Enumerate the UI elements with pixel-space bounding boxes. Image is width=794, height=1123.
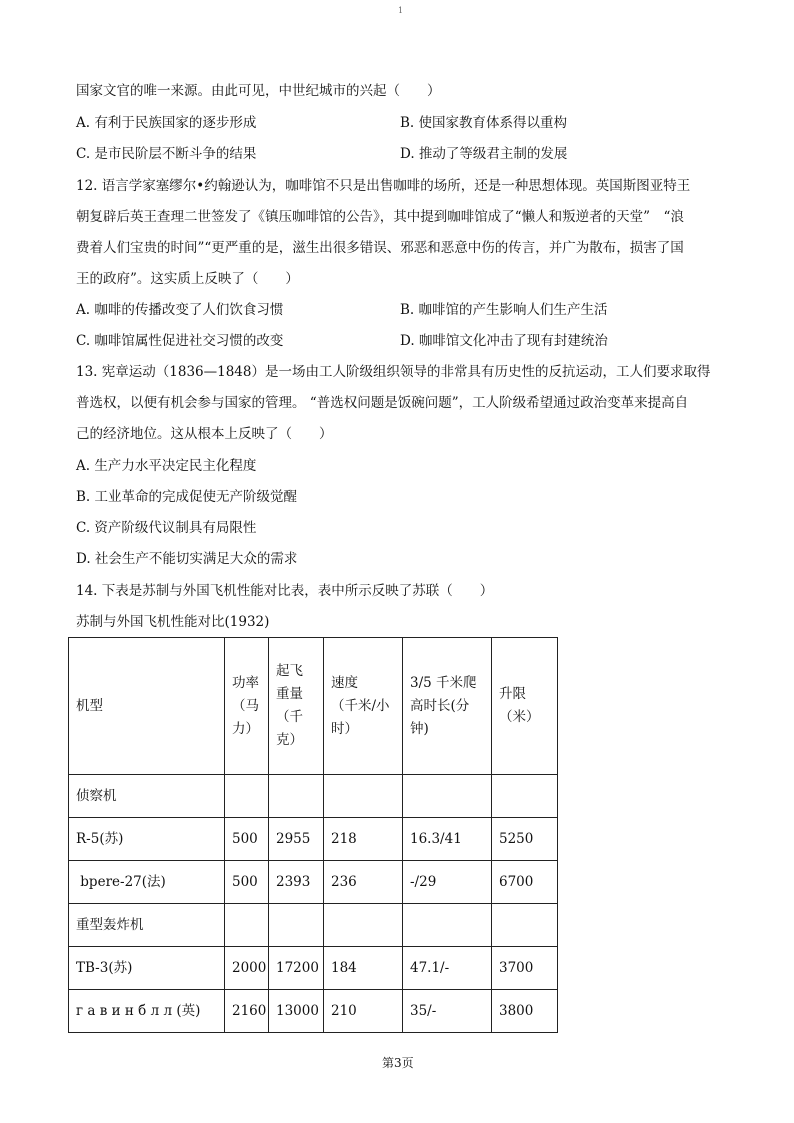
q13-option-c: C. 资产阶级代议制具有局限性 — [76, 520, 257, 536]
table-cell: 500 — [225, 818, 269, 861]
table-cell — [324, 775, 403, 818]
table-cell: г а в и н б л л (英) — [69, 990, 225, 1033]
header-cell-takeoff-weight: 起飞 重量 （千 克） — [269, 638, 324, 775]
q12-stem-line: 朝复辟后英王查理二世签发了《镇压咖啡馆的公告》，其中提到咖啡馆成了“懒人和叛逆者的天堂” “浪 — [76, 209, 684, 225]
table-cell: 47.1/- — [403, 947, 492, 990]
table-cell — [269, 775, 324, 818]
header-cell-speed: 速度 （千米/小 时） — [324, 638, 403, 775]
q11-option-a: A. 有利于民族国家的逐步形成 — [76, 115, 257, 131]
table-row-category — [69, 904, 558, 947]
q12-stem-line: 王的政府”。这实质上反映了（ ） — [76, 271, 299, 287]
page-number: 第3页 — [382, 1056, 414, 1070]
table-cell — [403, 775, 492, 818]
table-row — [69, 818, 558, 861]
table-row-category — [69, 775, 558, 818]
table-cell — [225, 775, 269, 818]
q12-option-b: B. 咖啡馆的产生影响人们生产生活 — [400, 302, 608, 318]
q13-stem-line: 普选权，以便有机会参与国家的管理。 “普选权问题是饭碗问题”，工人阶级希望通过政治变革来提高自 — [76, 395, 689, 411]
q11-option-c: C. 是市民阶层不断斗争的结果 — [76, 146, 257, 162]
q11-option-b: B. 使国家教育体系得以重构 — [400, 115, 568, 131]
table-cell — [324, 904, 403, 947]
q13-option-b: B. 工业革命的完成促使无产阶级觉醒 — [76, 489, 298, 505]
q12-option-c: C. 咖啡馆属性促进社交习惯的改变 — [76, 333, 284, 349]
q14-stem: 14. 下表是苏制与外国飞机性能对比表，表中所示反映了苏联（ ） — [76, 583, 494, 599]
table-cell: 35/- — [403, 990, 492, 1033]
q12-option-d: D. 咖啡馆文化冲击了现有封建统治 — [400, 333, 608, 349]
table-cell — [225, 904, 269, 947]
table-header-row — [69, 638, 558, 775]
page-top-mark: 1 — [398, 6, 404, 15]
q13-option-a: A. 生产力水平决定民主化程度 — [76, 458, 257, 474]
table-cell — [269, 904, 324, 947]
table-cell: bpere-27(法) — [69, 861, 225, 904]
table-cell: 2000 — [225, 947, 269, 990]
header-cell-climb-time: 3/5 千米爬 高时长(分 钟) — [403, 638, 492, 775]
q12-option-a: A. 咖啡的传播改变了人们饮食习惯 — [76, 302, 284, 318]
table-cell: 500 — [225, 861, 269, 904]
header-cell-model: 机型 — [69, 638, 225, 775]
table-cell: 重型轰炸机 — [69, 904, 225, 947]
table-cell: 210 — [324, 990, 403, 1033]
table-cell — [492, 904, 558, 947]
header-cell-power: 功率 （马 力） — [225, 638, 269, 775]
q12-stem-line: 费着人们宝贵的时间”“更严重的是，滋生出很多错误、邪恶和恶意中伤的传言，并广为散布，损害了国 — [76, 240, 684, 256]
q11-stem-tail: 国家文官的唯一来源。由此可见，中世纪城市的兴起（ ） — [76, 83, 441, 99]
q13-stem-line: 13. 宪章运动（1836—1848）是一场由工人阶级组织领导的非常具有历史性的反抗运动，工人们要求取得 — [76, 364, 711, 380]
table-cell: 3800 — [492, 990, 558, 1033]
table-cell: 218 — [324, 818, 403, 861]
table-cell: 2393 — [269, 861, 324, 904]
q12-stem-line: 12. 语言学家塞缪尔•约翰逊认为，咖啡馆不只是出售咖啡的场所，还是一种思想体现。英国斯图亚特王 — [76, 178, 691, 194]
table-cell — [492, 775, 558, 818]
table-row — [69, 947, 558, 990]
q13-stem-line: 己的经济地位。这从根本上反映了（ ） — [76, 426, 333, 442]
table-cell: 17200 — [269, 947, 324, 990]
table-row — [69, 861, 558, 904]
table-cell: 2160 — [225, 990, 269, 1033]
q11-option-d: D. 推动了等级君主制的发展 — [400, 146, 568, 162]
aircraft-performance-table — [68, 637, 558, 1033]
q14-table-caption: 苏制与外国飞机性能对比(1932) — [76, 614, 270, 630]
table-cell: 2955 — [269, 818, 324, 861]
table-cell: R-5(苏) — [69, 818, 225, 861]
table-cell: -/29 — [403, 861, 492, 904]
table-cell — [403, 904, 492, 947]
q13-option-d: D. 社会生产不能切实满足大众的需求 — [76, 551, 298, 567]
table-cell: 184 — [324, 947, 403, 990]
table-cell: 236 — [324, 861, 403, 904]
table-cell: 5250 — [492, 818, 558, 861]
table-cell: 6700 — [492, 861, 558, 904]
table-cell: 侦察机 — [69, 775, 225, 818]
table-cell: TB-3(苏) — [69, 947, 225, 990]
table-cell: 16.3/41 — [403, 818, 492, 861]
table-cell: 3700 — [492, 947, 558, 990]
header-cell-ceiling: 升限 （米） — [492, 638, 558, 775]
table-row — [69, 990, 558, 1033]
table-cell: 13000 — [269, 990, 324, 1033]
